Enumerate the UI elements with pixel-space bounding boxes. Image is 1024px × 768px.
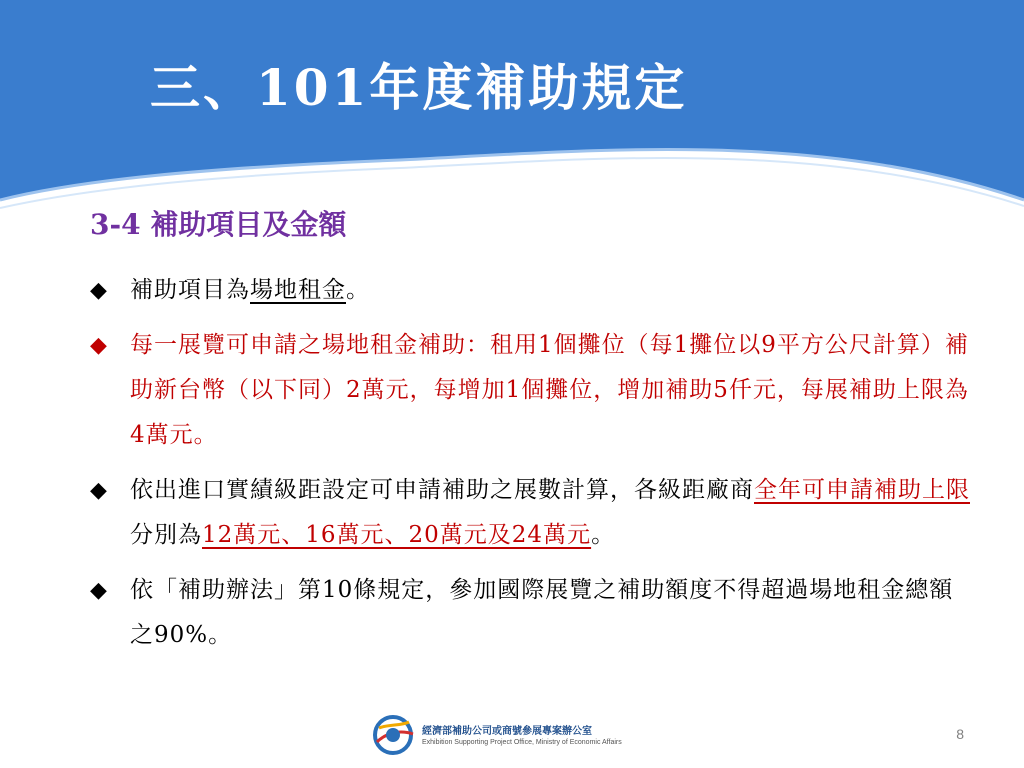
bullet-list bbox=[90, 268, 970, 668]
footer-organization bbox=[422, 726, 622, 748]
diamond-bullet-icon: ◆ bbox=[90, 333, 108, 358]
bullet-text: 。 bbox=[346, 277, 370, 303]
footer-org-name-en: Exhibition Supporting Project Office, Ministry of Economic Affairs bbox=[422, 739, 622, 746]
bullet-text: 依出進口實績級距設定可申請補助之展數計算，各級距廠商 bbox=[130, 477, 754, 503]
page-number: 8 bbox=[956, 726, 964, 742]
diamond-bullet-icon: ◆ bbox=[90, 478, 108, 503]
highlighted-amounts: 12萬元、16萬元、20萬元及24萬元 bbox=[202, 522, 592, 548]
bullet-text: 。 bbox=[591, 522, 616, 548]
diamond-bullet-icon: ◆ bbox=[90, 578, 108, 603]
bullet-text: 每一展覽可申請之場地租金補助：租用1個攤位（每1攤位以9平方公尺計算）補助新台幣（以下同）2萬元，每增加1個攤位，增加補助5仟元，每展補助上限為4萬元。 bbox=[130, 332, 969, 448]
bullet-annual-cap bbox=[90, 468, 970, 558]
bullet-regulation-limit bbox=[90, 568, 970, 658]
page-title: 三、101年度補助規定 bbox=[150, 58, 688, 117]
underlined-term: 場地租金 bbox=[250, 277, 346, 303]
section-subtitle: 3-4 補助項目及金額 bbox=[90, 208, 347, 241]
globe-logo-icon bbox=[369, 712, 415, 758]
diamond-bullet-icon: ◆ bbox=[90, 278, 108, 303]
bullet-venue-rent bbox=[90, 268, 970, 313]
highlighted-term: 全年可申請補助上限 bbox=[754, 477, 970, 503]
bullet-text: 分別為 bbox=[130, 522, 202, 548]
bullet-text: 依「補助辦法」第10條規定，參加國際展覽之補助額度不得超過場地租金總額之90%。 bbox=[130, 577, 954, 648]
bullet-text: 補助項目為 bbox=[130, 277, 250, 303]
bullet-subsidy-amount bbox=[90, 323, 970, 458]
footer-org-name-zh: 經濟部補助公司或商號參展專案辦公室 bbox=[422, 726, 592, 737]
